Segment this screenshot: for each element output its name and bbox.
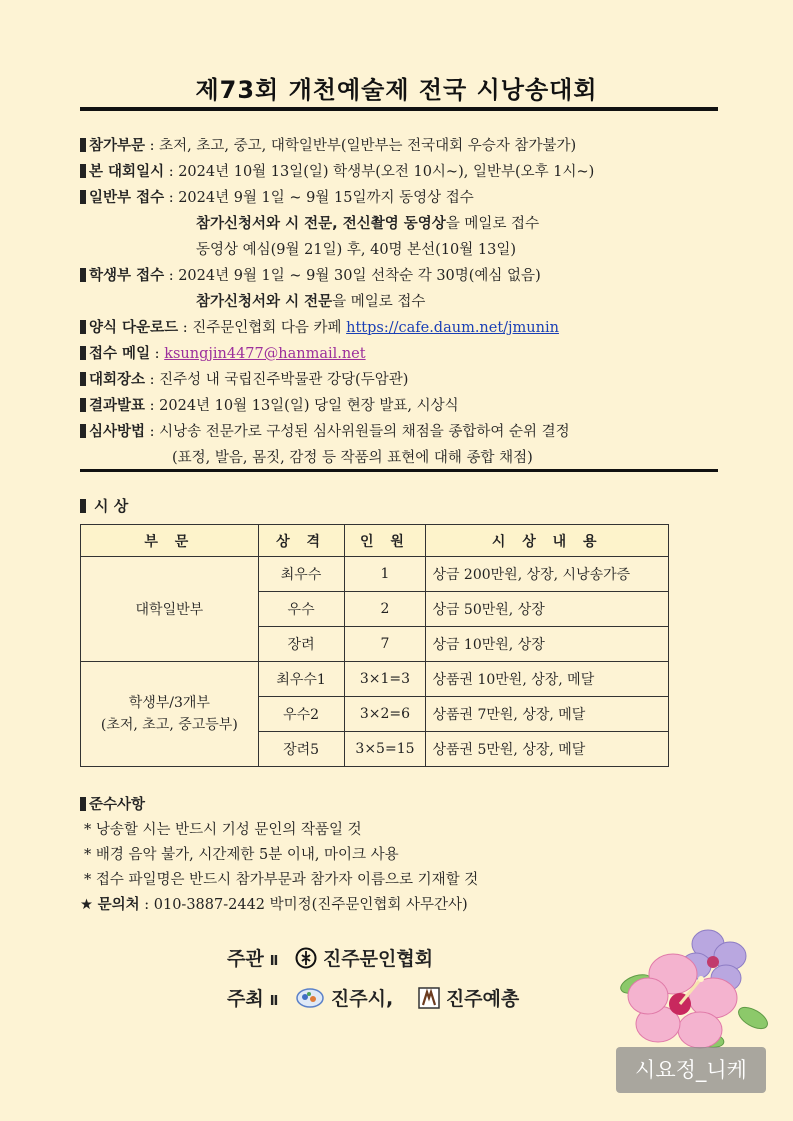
info-row-date: 본 대회일시 : 2024년 10월 13일(일) 학생부(오전 10시~), 일반부(오후 1시~)	[80, 159, 720, 185]
table-header: 상 격	[258, 525, 344, 557]
rank-cell: 최우수1	[258, 662, 344, 697]
info-row-email: 접수 메일 : ksungjin4477@hanmail.net	[80, 341, 720, 367]
rules-section	[80, 793, 478, 918]
info-row-result: 결과발표 : 2024년 10월 13일(일) 당일 현장 발표, 시상식	[80, 393, 720, 419]
table-row	[81, 662, 669, 697]
award-table	[80, 524, 669, 767]
table-header-row	[81, 525, 669, 557]
table-header: 부 문	[81, 525, 259, 557]
rank-cell: 우수2	[258, 697, 344, 732]
info-list	[80, 133, 720, 471]
count-cell: 3×2=6	[344, 697, 426, 732]
bullet-square-icon	[80, 398, 86, 412]
bullet-square-icon	[80, 190, 86, 204]
info-label: 참가부문	[89, 138, 146, 154]
division-cell: 대학일반부	[81, 557, 259, 662]
bullet-square-icon	[80, 138, 86, 152]
bullet-square-icon	[80, 320, 86, 334]
info-row-judging-detail: (표정, 발음, 몸짓, 감정 등 작품의 표현에 대해 종합 채점)	[172, 450, 533, 466]
info-row-general-apply-prelim: 동영상 예심(9월 21일) 후, 40명 본선(10월 13일)	[196, 242, 517, 258]
rank-cell: 장려	[258, 627, 344, 662]
bullet-square-icon	[80, 797, 86, 811]
info-value: 진주성 내 국립진주박물관 강당(두암관)	[159, 372, 409, 388]
rules-heading: 준수사항	[80, 793, 478, 818]
bullet-square-icon	[80, 346, 86, 360]
division-cell: 학생부/3개부 (초저, 초고, 중고등부)	[81, 662, 259, 767]
hibiscus-flower-illustration	[618, 922, 768, 1052]
contact-line	[80, 893, 478, 918]
rule-item: * 낭송할 시는 반드시 기성 문인의 작품일 것	[84, 822, 362, 838]
info-label: 본 대회일시	[89, 164, 165, 180]
info-divider	[80, 469, 718, 472]
count-cell: 1	[344, 557, 426, 592]
bullet-square-icon	[80, 372, 86, 386]
star-icon: ★	[80, 897, 93, 913]
rank-cell: 장려5	[258, 732, 344, 767]
info-label: 접수 메일	[89, 346, 151, 362]
watermark: 시요정_니케	[616, 1047, 766, 1093]
content-cell: 상품권 7만원, 상장, 메달	[426, 697, 669, 732]
rule-item: * 배경 음악 불가, 시간제한 5분 이내, 마이크 사용	[84, 847, 399, 863]
content-cell: 상금 200만원, 상장, 시낭송가증	[426, 557, 669, 592]
info-row-student-apply: 학생부 접수 : 2024년 9월 1일 ~ 9월 30일 선착순 각 30명(예심 없음)	[80, 263, 720, 289]
award-section-heading: 시 상	[80, 495, 128, 516]
table-header: 인 원	[344, 525, 426, 557]
content-cell: 상품권 10만원, 상장, 메달	[426, 662, 669, 697]
info-value: 시낭송 전문가로 구성된 심사위원들의 채점을 종합하여 순위 결정	[159, 424, 570, 440]
bullet-square-icon	[80, 499, 86, 513]
contact-label: 문의처	[97, 897, 140, 913]
info-label: 학생부 접수	[89, 268, 165, 284]
table-header: 시 상 내 용	[426, 525, 669, 557]
info-row-download: 양식 다운로드 : 진주문인협회 다음 카페 https://cafe.daum.net/jmunin	[80, 315, 720, 341]
writers-association-logo-icon	[295, 947, 317, 969]
count-cell: 7	[344, 627, 426, 662]
contact-value: : 010-3887-2442 박미정(진주문인협회 사무간사)	[139, 897, 468, 913]
cafe-link[interactable]: https://cafe.daum.net/jmunin	[346, 320, 559, 336]
content-cell: 상금 10만원, 상장	[426, 627, 669, 662]
host-line: 주관 Ⅱ 진주문인협회	[227, 948, 434, 970]
info-label: 대회장소	[89, 372, 146, 388]
info-row-category: 참가부문 : 초저, 초고, 중고, 대학일반부(일반부는 전국대회 우승자 참가불가)	[80, 133, 720, 159]
bullet-square-icon	[80, 424, 86, 438]
info-row-venue: 대회장소 : 진주성 내 국립진주박물관 강당(두암관)	[80, 367, 720, 393]
info-value: 2024년 10월 13일(일) 당일 현장 발표, 시상식	[159, 398, 459, 414]
info-label: 결과발표	[89, 398, 146, 414]
info-label: 심사방법	[89, 424, 146, 440]
count-cell: 3×1=3	[344, 662, 426, 697]
info-row-student-apply-detail: 참가신청서와 시 전문을 메일로 접수	[196, 294, 426, 310]
info-value: 초저, 초고, 중고, 대학일반부(일반부는 전국대회 우승자 참가불가)	[159, 138, 577, 154]
jinju-arts-logo-icon	[418, 987, 440, 1009]
email-link[interactable]: ksungjin4477@hanmail.net	[164, 346, 366, 362]
organizer-line: 주최 Ⅱ 진주시, 진주예총	[227, 988, 520, 1010]
info-label: 일반부 접수	[89, 190, 165, 206]
bullet-square-icon	[80, 164, 86, 178]
content-cell: 상금 50만원, 상장	[426, 592, 669, 627]
page-title: 제73회 개천예술제 전국 시낭송대회	[195, 76, 598, 104]
count-cell: 3×5=15	[344, 732, 426, 767]
bullet-square-icon	[80, 268, 86, 282]
rank-cell: 최우수	[258, 557, 344, 592]
info-value: 2024년 9월 1일 ~ 9월 30일 선착순 각 30명(예심 없음)	[178, 268, 541, 284]
table-row	[81, 557, 669, 592]
count-cell: 2	[344, 592, 426, 627]
jinju-city-logo-icon	[295, 987, 325, 1009]
info-row-general-apply-detail: 참가신청서와 시 전문, 전신촬영 동영상을 메일로 접수	[196, 216, 540, 232]
info-label: 양식 다운로드	[89, 320, 179, 336]
info-value: 2024년 9월 1일 ~ 9월 15일까지 동영상 접수	[178, 190, 474, 206]
info-value: 2024년 10월 13일(일) 학생부(오전 10시~), 일반부(오후 1시~)	[178, 164, 595, 180]
info-row-judging: 심사방법 : 시낭송 전문가로 구성된 심사위원들의 채점을 종합하여 순위 결정	[80, 419, 720, 445]
title-divider	[80, 107, 718, 111]
info-row-general-apply: 일반부 접수 : 2024년 9월 1일 ~ 9월 15일까지 동영상 접수	[80, 185, 720, 211]
rank-cell: 우수	[258, 592, 344, 627]
rule-item: * 접수 파일명은 반드시 참가부문과 참가자 이름으로 기재할 것	[84, 872, 479, 888]
content-cell: 상품권 5만원, 상장, 메달	[426, 732, 669, 767]
